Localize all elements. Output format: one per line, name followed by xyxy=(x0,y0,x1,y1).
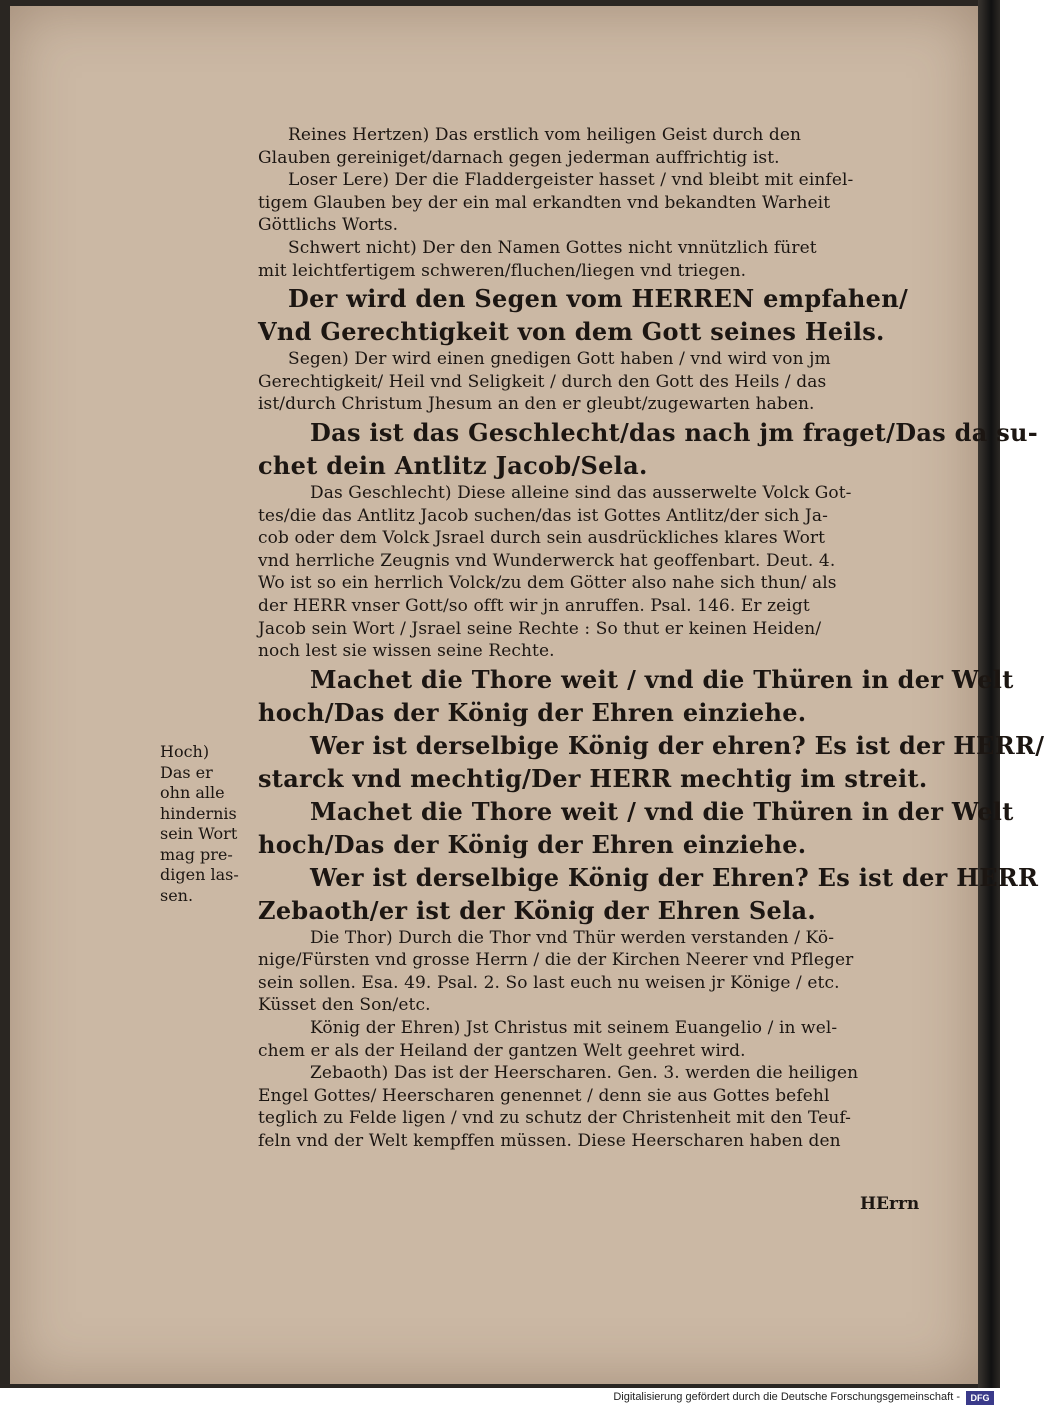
text-line: Segen) Der wird einen gnedigen Gott haben / vnd wird von jm xyxy=(288,349,831,370)
text-line: Das ist das Geschlecht/das nach jm fraget/Das da su- xyxy=(310,417,1039,447)
margin-note-line: sen. xyxy=(160,885,194,905)
text-line: Zebaoth) Das ist der Heerscharen. Gen. 3. werden die heiligen xyxy=(310,1063,859,1084)
text-line: Der wird den Segen vom HERREN empfahen/ xyxy=(288,284,909,314)
text-line: starck vnd mechtig/Der HERR mechtig im streit. xyxy=(258,763,928,793)
text-line: Die Thor) Durch die Thor vnd Thür werden verstanden / Kö- xyxy=(310,927,835,948)
text-line: Wer ist derselbige König der Ehren? Es ist der HERR xyxy=(310,862,1039,892)
text-line: sein sollen. Esa. 49. Psal. 2. So last euch nu weisen jr Könige / etc. xyxy=(258,972,840,993)
text-line: Gerechtigkeit/ Heil vnd Seligkeit / durch den Gott des Heils / das xyxy=(258,371,827,392)
text-line: Wer ist derselbige König der ehren? Es ist der HERR/ xyxy=(310,730,1044,760)
text-line: Vnd Gerechtigkeit von dem Gott seines Heils. xyxy=(258,317,885,347)
margin-note-line: Hoch) xyxy=(160,742,210,761)
text-line: feln vnd der Welt kempffen müssen. Diese Heerscharen haben den xyxy=(258,1131,841,1152)
text-line: Wo ist so ein herrlich Volck/zu dem Götter also nahe sich thun/ als xyxy=(258,573,837,594)
text-line: nige/Fürsten vnd grosse Herrn / die der Kirchen Neerer vnd Pfleger xyxy=(258,950,854,971)
dfg-logo: DFG xyxy=(966,1391,994,1405)
text-line: vnd herrliche Zeugnis vnd Wunderwerck hat geoffenbart. Deut. 4. xyxy=(258,550,836,571)
text-line: teglich zu Felde ligen / vnd zu schutz der Christenheit mit den Teuf- xyxy=(258,1108,852,1129)
text-line: hoch/Das der König der Ehren einziehe. xyxy=(258,697,807,727)
text-line: Reines Hertzen) Das erstlich vom heiligen Geist durch den xyxy=(288,125,802,145)
text-line: Schwert nicht) Der den Namen Gottes nicht vnnützlich füret xyxy=(288,237,817,258)
text-line: Küsset den Son/etc. xyxy=(258,995,431,1016)
margin-note-line: ohn alle xyxy=(160,783,225,802)
text-line: noch lest sie wissen seine Rechte. xyxy=(258,641,555,662)
text-line: tes/die das Antlitz Jacob suchen/das ist Gottes Antlitz/der sich Ja- xyxy=(258,505,828,526)
text-line: Machet die Thore weit / vnd die Thüren in der Welt xyxy=(310,664,1014,694)
text-line: ist/durch Christum Jhesum an den er gleubt/zugewarten haben. xyxy=(258,394,815,415)
text-line: Jacob sein Wort / Jsrael seine Rechte : So thut er keinen Heiden/ xyxy=(258,618,822,639)
text-line: Machet die Thore weit / vnd die Thüren in der Welt xyxy=(310,796,1014,826)
footer-credit-text: Digitalisierung gefördert durch die Deutsche Forschungsgemeinschaft - xyxy=(613,1391,960,1403)
text-line: Das Geschlecht) Diese alleine sind das ausserwelte Volck Got- xyxy=(310,482,852,503)
margin-note-line: hindernis xyxy=(160,803,237,823)
text-line: der HERR vnser Gott/so offt wir jn anruffen. Psal. 146. Er zeigt xyxy=(258,595,810,616)
main-text-block xyxy=(258,124,1044,1153)
catchword: HErrn xyxy=(860,1194,920,1214)
text-line: König der Ehren) Jst Christus mit seinem Euangelio / in wel- xyxy=(310,1018,838,1039)
text-line: tigem Glauben bey der ein mal erkandten vnd bekandten Warheit xyxy=(258,192,831,213)
text-line: mit leichtfertigem schweren/fluchen/liegen vnd triegen. xyxy=(258,260,747,281)
text-line: chet dein Antlitz Jacob/Sela. xyxy=(258,450,648,480)
text-line: Engel Gottes/ Heerscharen genennet / denn sie aus Gottes befehl xyxy=(258,1085,830,1106)
margin-note-line: mag pre- xyxy=(160,844,233,864)
footer-bar xyxy=(0,1388,1000,1409)
text-line: cob oder dem Volck Jsrael durch sein ausdrückliches klares Wort xyxy=(258,528,826,549)
text-line: chem er als der Heiland der gantzen Welt geehret wird. xyxy=(258,1040,746,1061)
margin-note-line: Das er xyxy=(160,762,213,782)
text-line: hoch/Das der König der Ehren einziehe. xyxy=(258,829,807,859)
text-line: Göttlichs Worts. xyxy=(258,215,399,236)
text-line: Loser Lere) Der die Fladdergeister hasset / vnd bleibt mit einfel- xyxy=(288,170,854,191)
margin-note xyxy=(160,742,260,906)
text-line: Zebaoth/er ist der König der Ehren Sela. xyxy=(258,895,816,925)
margin-note-line: sein Wort xyxy=(160,824,238,843)
margin-note-line: digen las- xyxy=(160,865,239,884)
text-line: Glauben gereiniget/darnach gegen jederman auffrichtig ist. xyxy=(258,147,780,168)
